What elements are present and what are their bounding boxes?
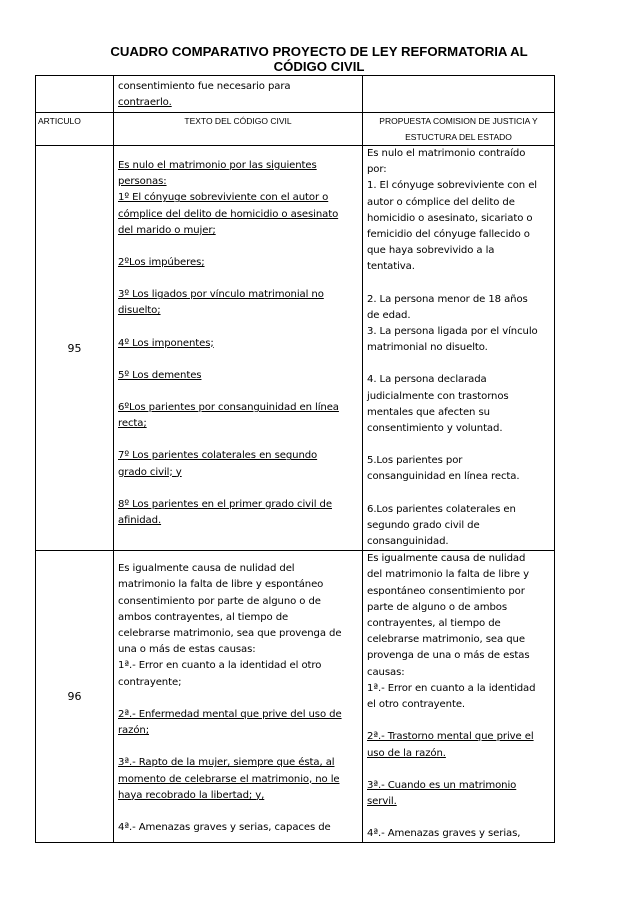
propuesta-text: Es igualmente causa de nulidad del matrimonio la falta de libre y espontáneo consentimiento por parte de alguno o de ambos contrayentes, al tiempo de celebrarse matrimonio, sea que provenga de una o más de estas causas: 1ª.- Error en cuanto a la identidad el otro contrayente. 2ª.- Trastorno mental que prive el uso de la razón. 3ª.- Cuando es un matrimonio servil. 4ª.- Amenazas graves y serias,: [363, 551, 555, 843]
header-propuesta: PROPUESTA COMISION DE JUSTICIA Y ESTUCTURA DEL ESTADO: [363, 113, 555, 146]
article-row: [36, 551, 555, 843]
header-row: [36, 113, 555, 146]
header-articulo: ARTICULO: [36, 113, 114, 146]
article-row: [36, 146, 555, 551]
continuation-line: consentimiento fue necesario para: [118, 81, 291, 92]
title-line-2: CÓDIGO CIVIL: [273, 59, 365, 74]
document-title: [0, 44, 638, 74]
article-number: 95: [36, 146, 114, 551]
codigo-text: Es igualmente causa de nulidad del matrimonio la falta de libre y espontáneo consentimiento por parte de alguno o de ambos contrayentes, al tiempo de celebrarse matrimonio, sea que provenga de una o más de estas causas: 1ª.- Error en cuanto a la identidad el otro contrayente; 2ª.- Enfermedad mental que prive del uso de razón; 3ª.- Rapto de la mujer, siempre que ésta, al momento de celebrarse el matrimonio, no le haya recobrado la libertad; y, 4ª.- Amenazas graves y serias, capaces de: [114, 551, 363, 843]
continuation-row: [36, 76, 555, 113]
continuation-line: contraerlo.: [118, 97, 172, 109]
propuesta-text: Es nulo el matrimonio contraído por: 1. El cónyuge sobreviviente con el autor o cómplice del delito de homicidio o asesinato, sicariato o femicidio del cónyuge fallecido o que haya sobrevivido a la tentativa. 2. La persona menor de 18 años de edad. 3. La persona ligada por el vínculo matrimonial no disuelto. 4. La persona declarada judicialmente con trastornos mentales que afecten su consentimiento y voluntad. 5.Los parientes por consanguinidad en línea recta. 6.Los parientes colaterales en segundo grado civil de consanguinidad.: [363, 146, 555, 551]
article-number: 96: [36, 551, 114, 843]
header-codigo: TEXTO DEL CÓDIGO CIVIL: [114, 113, 363, 146]
comparison-table: [35, 75, 555, 843]
title-line-1: CUADRO COMPARATIVO PROYECTO DE LEY REFORMATORIA AL: [110, 44, 528, 59]
codigo-text: Es nulo el matrimonio por las siguientes personas: 1º El cónyuge sobreviviente con el autor o cómplice del delito de homicidio o asesinato del marido o mujer; 2ºLos impúberes; 3º Los ligados por vínculo matrimonial no disuelto; 4º Los imponentes; 5º Los dementes 6ºLos parientes por consanguinidad en línea recta; 7º Los parientes colaterales en segundo grado civil; y 8º Los parientes en el primer grado civil de afinidad.: [114, 146, 363, 551]
